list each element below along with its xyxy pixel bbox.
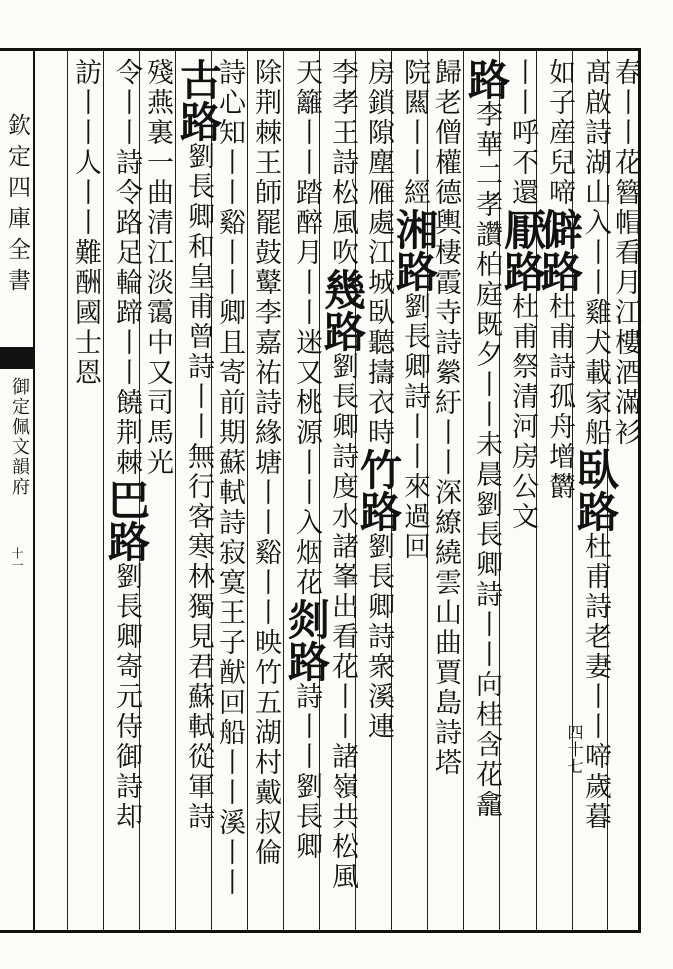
headword: 幾路: [318, 268, 367, 352]
headword: 僻路: [535, 208, 584, 292]
column-text: 詩心知丨丨谿丨丨卿且寄前期蘇軾詩寂寞王子猷回船丨丨溪丨丨: [214, 58, 245, 898]
book-title: 欽定四庫全書: [4, 113, 30, 299]
column-text: 杜甫詩老妻丨丨啼歲暮: [580, 532, 611, 832]
column-text: 杜甫詩孤舟增欝: [544, 292, 575, 502]
text-column-10: [282, 58, 331, 928]
column-text: 訪丨丨人丨丨難酬國士恩: [70, 58, 101, 388]
headword: 古路: [174, 58, 223, 142]
headword: 臥路: [571, 448, 620, 532]
column-text: 李華二孝讚柏庭既夕丨丨未晨劉長卿詩丨丨向桂含花龕: [471, 100, 502, 820]
column-text: 李孝王詩松風吹: [327, 58, 358, 268]
column-text: 院闗丨丨經: [399, 58, 430, 208]
text-column-11: [248, 58, 282, 928]
volume-title: 御定佩文韻府: [9, 377, 30, 497]
column-text: 除荆棘王師罷鼓鼙李嘉祐詩緣塘丨丨谿丨丨映竹五湖村戴叔倫: [250, 58, 281, 868]
headword: 剡路: [282, 598, 331, 682]
text-column-16: [68, 58, 102, 928]
column-text: 天籬丨丨踏醉月: [291, 58, 322, 268]
headword: 巴路: [102, 478, 151, 562]
column-text: 丨丨呼不還: [507, 58, 538, 208]
column-text: 劉長卿詩丨丨來過回: [399, 292, 430, 562]
column-text: 髙啟詩湖山入丨丨雞犬載家船: [580, 58, 611, 448]
column-text: 如子産兒啼: [544, 58, 575, 208]
fish-tail-band: [0, 347, 33, 369]
page-margin-column: [0, 48, 33, 933]
column-text: 房鎖隙塵: [363, 58, 394, 178]
column-text: 歸老僧權德輿棲霞寺詩縈紆丨丨深繚繞雲山曲賈島詩塔: [430, 58, 461, 778]
section-mark: 十一: [10, 547, 24, 571]
text-column-13: [174, 58, 223, 928]
column-text: 詩丨丨劉長卿: [291, 682, 322, 862]
column-text: 劉長卿寄元侍御詩却: [111, 562, 142, 832]
headword: 路: [462, 58, 511, 100]
column-text: 劉長卿詩度水諸峯出看花丨丨諸嶺共松風: [327, 352, 358, 892]
text-column-15: [102, 58, 151, 928]
column-text: 劉長卿和皇甫曾詩丨丨無行客寒林獨見君蘇軾從軍詩: [183, 142, 214, 832]
column-text: 雁處江城臥聽擣衣時: [363, 178, 394, 448]
headword: 厭路: [498, 208, 547, 292]
column-text: 劉長卿詩衆溪連: [363, 532, 394, 742]
headword: 竹路: [354, 448, 403, 532]
column-text: 春丨丨花簪帽看月江樓酒滿衫: [610, 58, 641, 448]
column-text: 殘燕裏一曲清江淡霭中又司馬光: [142, 58, 173, 478]
column-text: 丨丨迷又桃源丨丨入烟花: [291, 268, 322, 598]
column-text: 杜甫祭清河房公文: [507, 292, 538, 532]
headword: 湘路: [390, 208, 439, 292]
text-column-5: [462, 58, 511, 928]
column-text: 令丨丨詩令路足輪蹄丨丨饒荆棘: [111, 58, 142, 478]
page-number: 四十七: [565, 724, 584, 775]
